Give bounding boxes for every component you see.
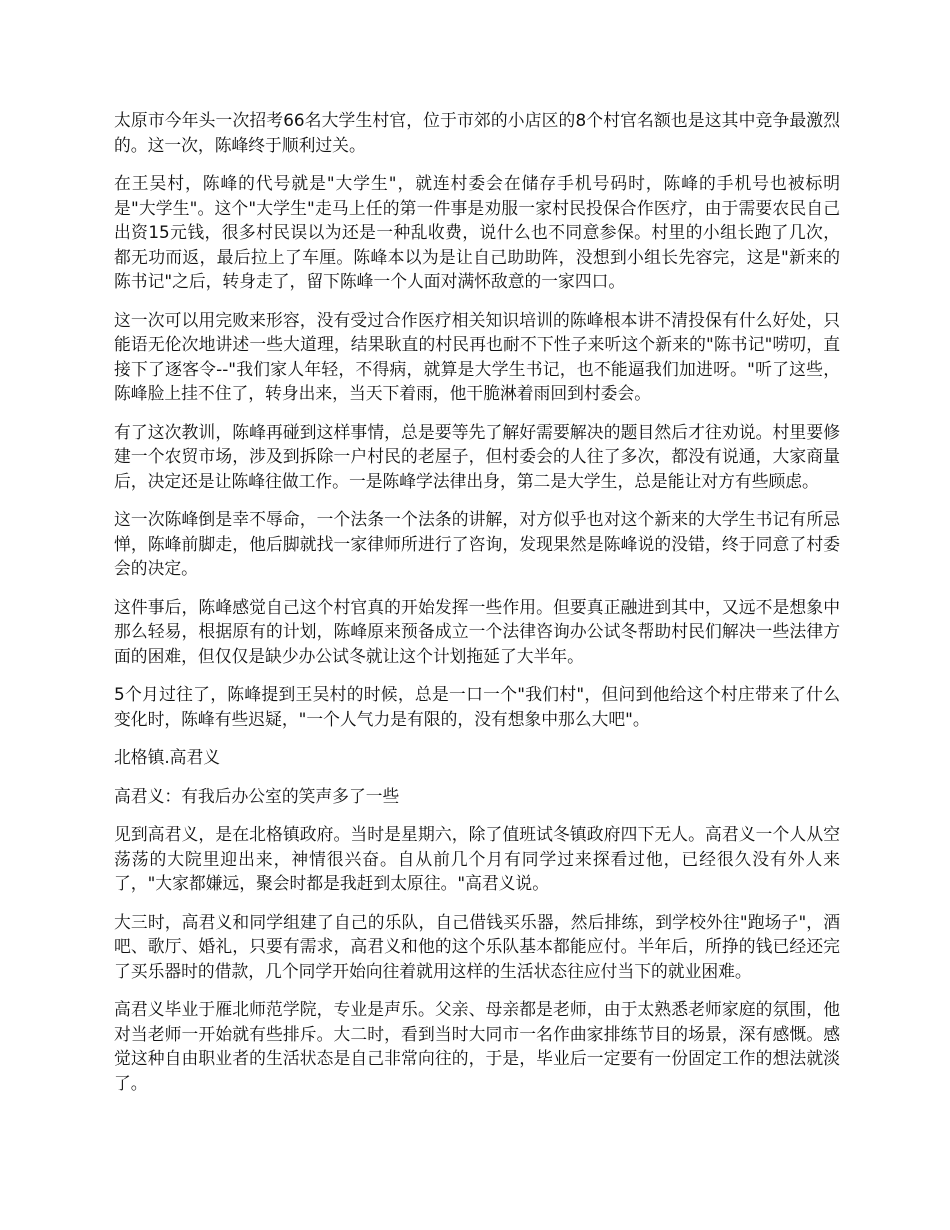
section-heading: 北格镇.高君义 — [114, 747, 221, 767]
paragraph-3: 这一次可以用完败来形容，没有受过合作医疗相关知识培训的陈峰根本讲不清投保有什么好处，只能语无伦次地讲述一些大道理，结果耿直的村民再也耐不下性子来听这个新来的"陈书记"唠叨，直接下了逐客令--"我们家人年轻，不得病，就算是大学生书记，也不能逼我们加进呀。"听了这些，陈峰脸上挂不住了，转身出来，当天下着雨，他干脆淋着雨回到村委会。 — [114, 309, 840, 403]
paragraph-7: 5个月过往了，陈峰提到王吴村的时候，总是一口一个"我们村"，但问到他给这个村庄带来了什么变化时，陈峰有些迟疑，"一个人气力是有限的，没有想象中那么大吧"。 — [114, 684, 840, 729]
paragraph-9: 大三时，高君义和同学组建了自己的乐队，自己借钱买乐器，然后排练，到学校外往"跑场子"，酒吧、歌厅、婚礼，只要有需求，高君义和他的这个乐队基本都能应付。半年后，所挣的钱已经还完了买乐器时的借款，几个同学开始向往着就用这样的生活状态往应付当下的就业困难。 — [114, 911, 840, 981]
document-body — [114, 108, 840, 1109]
section-subtitle: 高君义：有我后办公室的笑声多了一些 — [114, 785, 400, 806]
paragraph-1: 太原市今年头一次招考66名大学生村官，位于市郊的小店区的8个村官名额也是这其中竞争最激烈的。这一次，陈峰终于顺利过关。 — [114, 110, 840, 155]
paragraph-6: 这件事后，陈峰感觉自己这个村官真的开始发挥一些作用。但要真正融进到其中，又远不是想象中那么轻易，根据原有的计划，陈峰原来预备成立一个法律咨询办公试冬帮助村民们解决一些法律方面的困难，但仅仅是缺少办公试冬就让这个计划拖延了大半年。 — [114, 596, 840, 666]
paragraph-4: 有了这次教训，陈峰再碰到这样事情，总是要等先了解好需要解决的题目然后才往劝说。村里要修建一个农贸市场，涉及到拆除一户村民的老屋子，但村委会的人往了多次，都没有说通，大家商量后，决定还是让陈峰往做工作。一是陈峰学法律出身，第二是大学生，总是能让对方有些顾虑。 — [114, 421, 840, 491]
paragraph-8: 见到高君义，是在北格镇政府。当时是星期六，除了值班试冬镇政府四下无人。高君义一个人从空荡荡的大院里迎出来，神情很兴奋。自从前几个月有同学过来探看过他，已经很久没有外人来了，"大家都嫌远，聚会时都是我赶到太原往。"高君义说。 — [114, 824, 840, 893]
paragraph-5: 这一次陈峰倒是幸不辱命，一个法条一个法条的讲解，对方似乎也对这个新来的大学生书记有所忌惮，陈峰前脚走，他后脚就找一家律师所进行了咨询，发现果然是陈峰说的没错，终于同意了村委会的决定。 — [114, 509, 840, 578]
paragraph-10: 高君义毕业于雁北师范学院，专业是声乐。父亲、母亲都是老师，由于太熟悉老师家庭的氛围，他对当老师一开始就有些排斥。大二时，看到当时大同市一名作曲家排练节目的场景，深有感慨。感觉这种自由职业者的生活状态是自己非常向往的，于是，毕业后一定要有一份固定工作的想法就淡了。 — [114, 999, 840, 1093]
paragraph-2: 在王吴村，陈峰的代号就是"大学生"，就连村委会在储存手机号码时，陈峰的手机号也被标明是"大学生"。这个"大学生"走马上任的第一件事是劝服一家村民投保合作医疗，由于需要农民自己出资15元钱，很多村民误以为还是一种乱收费，说什么也不同意参保。村里的小组长跑了几次，都无功而返，最后拉上了车厘。陈峰本以为是让自己助助阵，没想到小组长先容完，这是"新来的陈书记"之后，转身走了，留下陈峰一个人面对满怀敌意的一家四口。 — [114, 173, 840, 291]
